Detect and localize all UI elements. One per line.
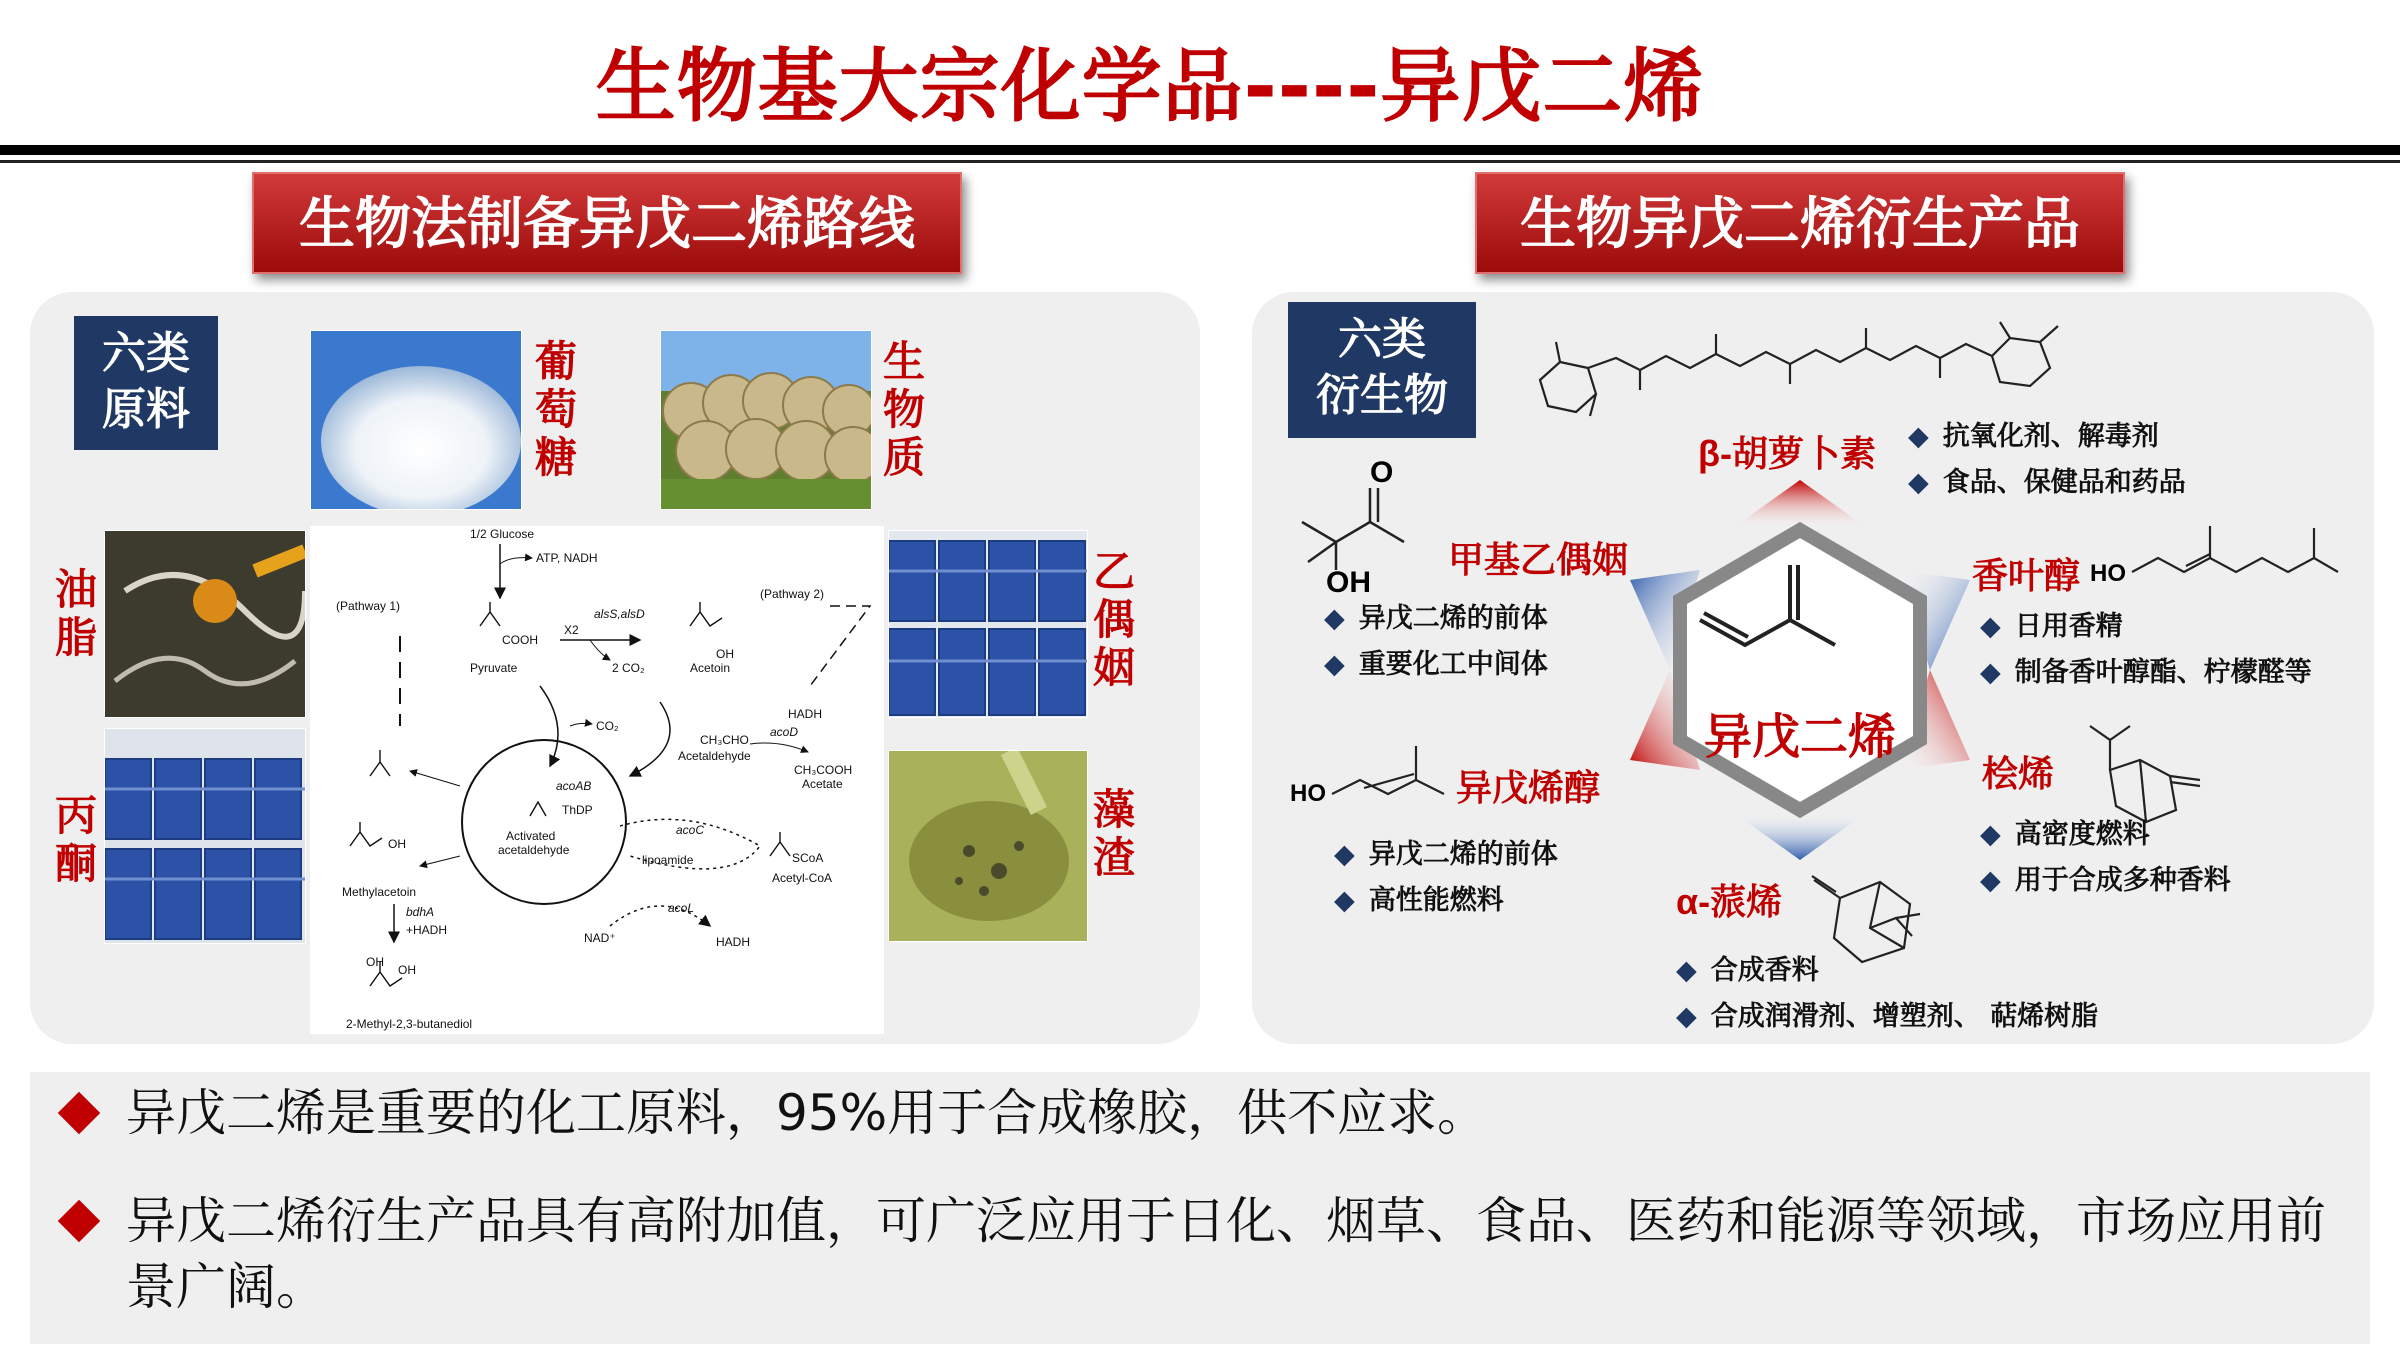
pw-oh3: OH <box>366 955 384 969</box>
geraniol-structure <box>2130 516 2340 586</box>
pw-nad: NAD⁺ <box>584 931 616 945</box>
material-biomass: 生物质 <box>882 337 925 482</box>
algae-photo <box>888 750 1088 942</box>
pw-pathway2: (Pathway 2) <box>760 587 825 601</box>
pw-thdp: ThDP <box>562 803 593 817</box>
pw-acoc: acoC <box>676 823 705 837</box>
pw-acol: acoL <box>668 901 695 915</box>
pinene-use-1: ◆ 合成香料 <box>1676 955 1819 986</box>
glucose-photo <box>310 330 522 510</box>
prenol-use-1: ◆ 异戊二烯的前体 <box>1334 839 1558 870</box>
pw-methylacetoin: Methylacetoin <box>342 885 417 899</box>
methylacetoin-use-1: ◆ 异戊二烯的前体 <box>1324 603 1548 634</box>
isoprene-hexagon <box>1600 470 2000 870</box>
prenol-label: 异戊烯醇 <box>1456 767 1601 808</box>
geraniol-use-1: ◆ 日用香精 <box>1980 611 2123 642</box>
page-title: 生物基大宗化学品----异戊二烯 <box>595 40 1705 133</box>
material-acetone: 丙酮 <box>54 791 97 888</box>
pw-oh4: OH <box>398 963 416 977</box>
summary-bullet-2: 异戊二烯衍生产品具有高附加值，可广泛应用于日化、烟草、食品、医药和能源等领域，市场应用前景广阔。 <box>126 1192 2326 1316</box>
prenol-ho: HO <box>1290 780 1326 807</box>
pathway-diagram <box>310 526 884 1034</box>
beta-carotene-label: β-胡萝卜素 <box>1698 433 1876 474</box>
badge-line-2: 衍生物 <box>1316 370 1448 421</box>
hexagon-center-label: 异戊二烯 <box>1703 709 1896 765</box>
methylacetoin-oh: OH <box>1326 566 1371 599</box>
pinene-structure <box>1800 858 1950 968</box>
oil-photo <box>104 530 306 718</box>
pw-acetaldehyde: Acetaldehyde <box>678 749 751 763</box>
methylacetoin-label: 甲基乙偶姻 <box>1448 539 1629 580</box>
pw-nadh: HADH <box>716 935 751 949</box>
pw-pathway1: (Pathway 1) <box>336 599 401 613</box>
acetone-barrels-photo <box>104 728 306 944</box>
terpene-use-2: ◆ 用于合成多种香料 <box>1980 865 2231 896</box>
pw-acetate-f: CH₃COOH <box>794 763 853 777</box>
pw-acetate: Acetate <box>802 777 843 791</box>
title-divider <box>0 145 2400 155</box>
pw-co2a: 2 CO₂ <box>612 661 645 675</box>
pinene-label: α-蒎烯 <box>1676 881 1783 922</box>
right-section-header: 生物异戊二烯衍生产品 <box>1475 172 2125 274</box>
biomass-photo <box>660 330 872 510</box>
title-divider-thin <box>0 160 2400 163</box>
pw-oh1: OH <box>716 647 734 661</box>
material-glucose: 葡萄糖 <box>534 337 577 482</box>
pw-butanediol: 2-Methyl-2,3-butanediol <box>346 1017 473 1031</box>
acetoin-barrels-photo <box>888 530 1088 718</box>
beta-carotene-use-1: ◆ 抗氧化剂、解毒剂 <box>1908 421 2159 452</box>
badge-line-1: 六类 <box>102 328 190 379</box>
pinene-use-2: ◆ 合成润滑剂、增塑剂、 萜烯树脂 <box>1676 1001 2099 1032</box>
pw-acetaldehyde-f: CH₃CHO <box>700 733 749 747</box>
pw-scoa: SCoA <box>792 851 824 865</box>
terpene-use-1: ◆ 高密度燃料 <box>1980 819 2150 850</box>
pw-oh2: OH <box>388 837 406 851</box>
methylacetoin-use-2: ◆ 重要化工中间体 <box>1324 649 1548 680</box>
pw-alss: alsS,alsD <box>594 607 645 621</box>
pw-acetylcoa: Acetyl-CoA <box>772 871 833 885</box>
pw-glucose: 1/2 Glucose <box>470 527 535 541</box>
material-oil: 油脂 <box>54 565 97 662</box>
material-algae: 藻渣 <box>1092 785 1135 882</box>
pw-pyruvate: Pyruvate <box>470 661 518 675</box>
geraniol-ho: HO <box>2090 560 2126 587</box>
badge-line-2: 原料 <box>102 384 190 435</box>
pw-lipoamide: lipoamide <box>642 853 694 867</box>
badge-line-1: 六类 <box>1338 314 1426 365</box>
geraniol-use-2: ◆ 制备香叶醇酯、柠檬醛等 <box>1980 657 2312 688</box>
geraniol-label: 香叶醇 <box>1972 555 2081 596</box>
pw-atp: ATP, NADH <box>536 551 598 565</box>
pw-bdha: bdhA <box>406 905 435 919</box>
pw-acetoin: Acetoin <box>690 661 731 675</box>
derivatives-badge <box>1288 302 1476 438</box>
pw-x2: X2 <box>564 623 579 637</box>
methylacetoin-o: O <box>1370 456 1394 489</box>
pw-hadh2: +HADH <box>406 923 448 937</box>
terpene-label: 桧烯 <box>1982 753 2055 794</box>
summary-bullet-1: 异戊二烯是重要的化工原料，95%用于合成橡胶，供不应求。 <box>126 1084 1488 1142</box>
material-acetoin: 乙偶姻 <box>1092 547 1135 692</box>
pw-acod: acoD <box>770 725 799 739</box>
pw-activated2: acetaldehyde <box>498 843 570 857</box>
prenol-structure <box>1330 736 1460 806</box>
pw-hadh: HADH <box>788 707 823 721</box>
raw-materials-badge <box>74 316 218 450</box>
pw-co2b: CO₂ <box>596 719 619 733</box>
left-section-header: 生物法制备异戊二烯路线 <box>252 172 962 274</box>
pw-cooh: COOH <box>502 633 538 647</box>
pw-activated: Activated <box>506 829 556 843</box>
beta-carotene-use-2: ◆ 食品、保健品和药品 <box>1908 467 2186 498</box>
pw-acoab: acoAB <box>556 779 592 793</box>
prenol-use-2: ◆ 高性能燃料 <box>1334 885 1504 916</box>
